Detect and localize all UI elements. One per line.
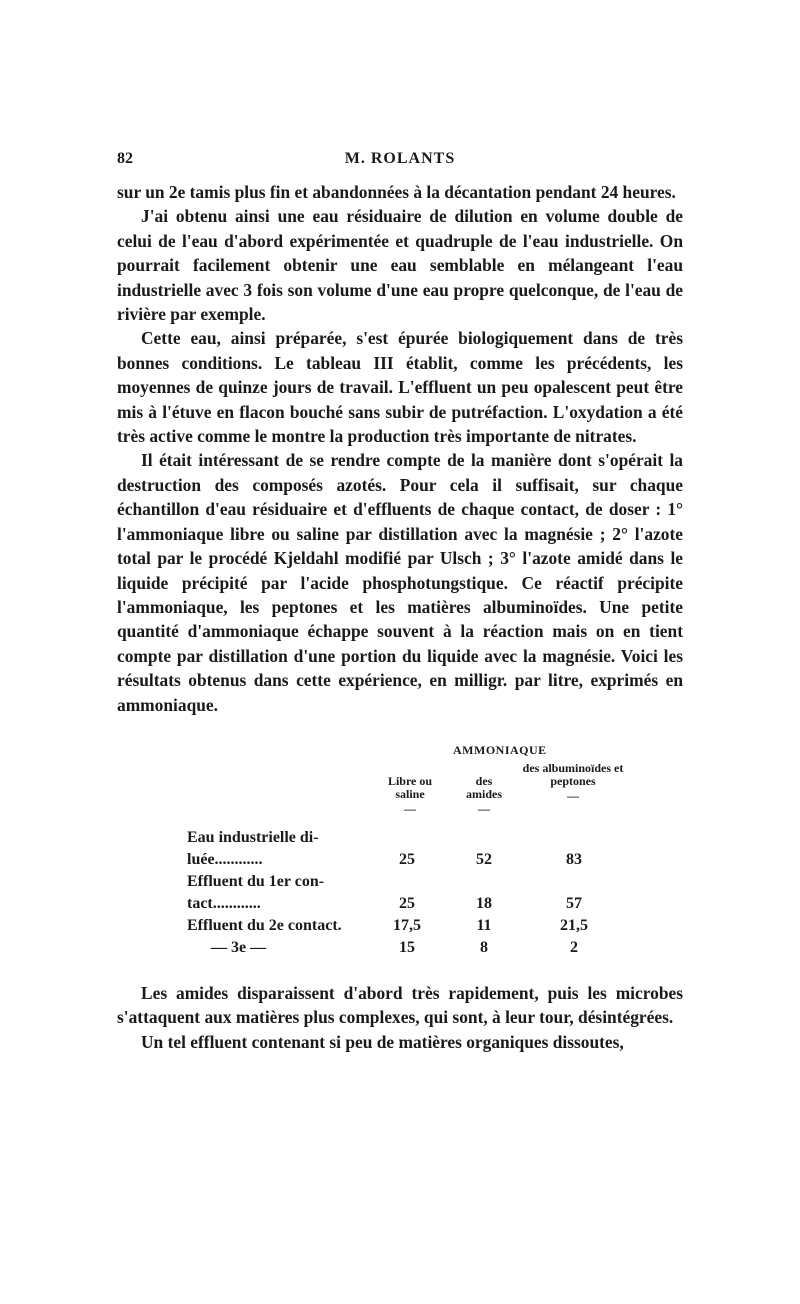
running-head [117,150,683,174]
ammonia-table [117,743,683,961]
paragraph-6: Un tel effluent contenant si peu de matières organiques dissoutes, [141,1031,624,1052]
table-row-label-2 [187,871,324,915]
table-row-label-1-line2: luée............ [187,850,263,868]
paragraph-5: Les amides disparaissent d'abord très rapidement, puis les microbes s'attaquent aux matières plus complexes, qui sont, à leur tour, désintégrées. [117,982,683,1028]
table-cell-1-libre: 25 [399,850,415,868]
book-page [117,150,683,1054]
table-row-label-4-line1: — 3e — [211,938,267,956]
column-header-albuminoides-dash: — [567,788,579,803]
table-cell-2-albuminoides: 57 [566,894,582,912]
table-row-label-2-line2: tact............ [187,894,261,912]
column-header-libre [373,775,447,816]
table-cell-1-albuminoides: 83 [566,850,582,868]
table-cell-1-amides: 52 [476,850,492,868]
page-number: 82 [117,150,133,167]
running-head-author: M. ROLANTS [344,150,456,167]
column-header-amides-dash: — [478,801,490,816]
table-group-header: AMMONIAQUE [453,742,547,757]
table-row-label-4 [211,937,266,959]
column-header-amides-text: des amides [466,773,502,801]
column-header-albuminoides [521,762,625,803]
column-header-amides [459,775,509,816]
paragraph-2: J'ai obtenu ainsi une eau résiduaire de dilution en volume double de celui de l'eau d'abord expérimentée et quadruple de l'eau industrielle. On pourrait facilement obtenir une eau semblable en mélangeant l'eau industrielle avec 3 fois son volume d'une eau propre quelconque, de l'eau de rivière par exemple. [117,206,683,325]
column-header-libre-text: Libre ou saline [387,773,433,801]
column-header-libre-dash: — [404,801,416,816]
table-cell-3-albuminoides: 21,5 [560,916,588,934]
table-cell-4-amides: 8 [480,938,488,956]
table-row-label-1-line1: Eau industrielle di- [187,828,319,846]
table-cell-4-albuminoides: 2 [570,938,578,956]
table-row-label-1 [187,827,319,871]
table-cell-3-libre: 17,5 [393,916,421,934]
paragraph-1: sur un 2e tamis plus fin et abandonnées à la décantation pendant 24 heures. [117,182,676,202]
table-cell-4-libre: 15 [399,938,415,956]
table-row-label-3 [187,915,342,937]
paragraph-4: Il était intéressant de se rendre compte de la manière dont s'opérait la destruction des composés azotés. Pour cela il suffisait, sur chaque échantillon d'eau résiduaire et d'effluents de chaque contact, de doser : 1° l'ammoniaque libre ou saline par distillation avec la magnésie ; 2° l'azote total par le procédé Kjeldahl modifié par Ulsch ; 3° l'azote amidé dans le liquide précipité par l'acide phosphotungstique. Ce réactif précipite l'ammoniaque, les peptones et les matières albuminoïdes. Une petite quantité d'ammoniaque échappe souvent à la réaction mais on en tient compte par distillation d'une portion du liquide avec la magnésie. Voici les résultats obtenus dans cette expérience, en milligr. par litre, exprimés en ammoniaque. [117,450,683,715]
table-cell-3-amides: 11 [476,916,492,934]
table-cell-2-amides: 18 [476,894,492,912]
table-cell-2-libre: 25 [399,894,415,912]
table-row-label-3-line1: Effluent du 2e contact. [187,916,342,934]
table-row-label-2-line1: Effluent du 1er con- [187,872,325,890]
paragraph-3: Cette eau, ainsi préparée, s'est épurée biologiquement dans de très bonnes conditions. Le tableau III établit, comme les précédents, les moyennes de quinze jours de travail. L'effluent un peu opalescent peut être mis à l'étuve en flacon bouché sans subir de putréfaction. L'oxydation a été très active comme le montre la production très importante de nitrates. [117,328,683,447]
column-header-albuminoides-text: des albuminoïdes et peptones [522,760,624,788]
